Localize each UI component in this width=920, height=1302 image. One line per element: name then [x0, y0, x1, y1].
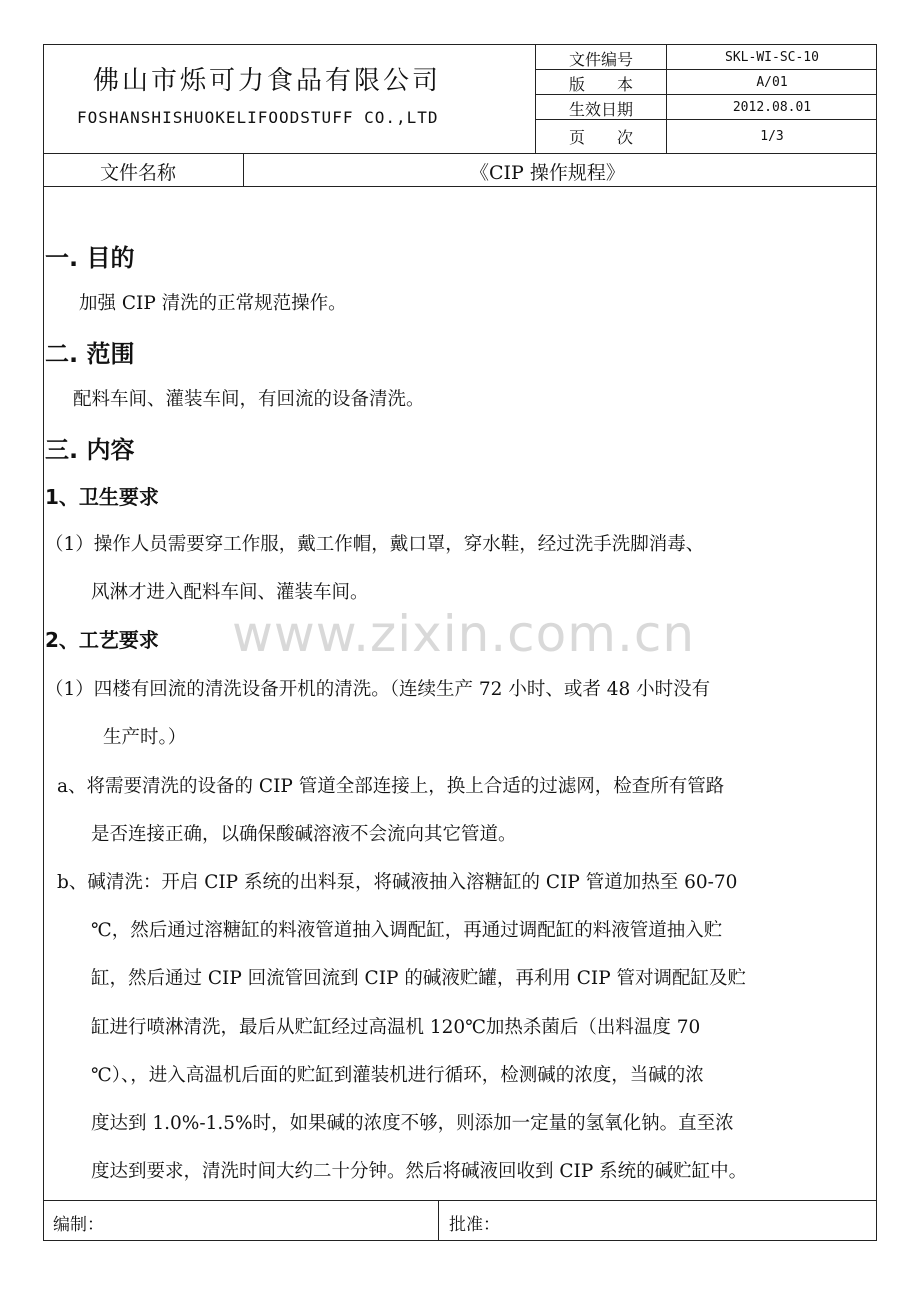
- company-name-en: FOSHANSHISHUOKELIFOODSTUFF CO.,LTD: [77, 108, 439, 127]
- item-b-line-4: 缸进行喷淋清洗，最后从贮缸经过高温机 120℃加热杀菌后（出料温度 70: [91, 1017, 701, 1038]
- item-a-line-1: a、将需要清洗的设备的 CIP 管道全部连接上，换上合适的过滤网，检查所有管路: [57, 776, 725, 797]
- meta-value-effective-date: 2012.08.01: [732, 100, 812, 115]
- meta-value-version: A/01: [756, 75, 788, 90]
- section-2-text: 配料车间、灌装车间，有回流的设备清洗。: [73, 389, 425, 410]
- approved-by-label: 批准：: [449, 1215, 500, 1235]
- item-a-line-2: 是否连接正确，以确保酸碱溶液不会流向其它管道。: [91, 824, 517, 845]
- meta-label-doc-number: 文件编号: [568, 50, 633, 69]
- watermark: www.zixin.com.cn: [232, 605, 696, 663]
- subsection-2-line-2: 生产时。）: [103, 727, 187, 748]
- item-b-line-5: ℃）、，进入高温机后面的贮缸到灌装机进行循环，检测碱的浓度，当碱的浓: [91, 1065, 704, 1086]
- doc-name-label: 文件名称: [100, 162, 177, 184]
- section-1-text: 加强 CIP 清洗的正常规范操作。: [79, 293, 347, 314]
- docname-divider: [243, 153, 244, 186]
- meta-value-page: 1/3: [760, 129, 784, 144]
- header-bottom-line: [43, 153, 877, 154]
- section-3-title: 三. 内容: [45, 436, 135, 464]
- subsection-1-title: 1、卫生要求: [45, 485, 159, 509]
- subsection-1-line-1: （1）操作人员需要穿工作服，戴工作帽，戴口罩，穿水鞋，经过洗手洗脚消毒、: [45, 534, 705, 555]
- item-b-line-3: 缸，然后通过 CIP 回流管回流到 CIP 的碱液贮罐，再利用 CIP 管对调配缸及贮: [91, 968, 747, 989]
- meta-label-version: 版 本: [568, 75, 633, 94]
- subsection-1-line-2: 风淋才进入配料车间、灌装车间。: [91, 582, 369, 603]
- item-b-line-1: b、碱清洗：开启 CIP 系统的出料泵，将碱液抽入溶糖缸的 CIP 管道加热至 60-70: [57, 872, 738, 893]
- item-b-line-6: 度达到 1.0%-1.5%时，如果碱的浓度不够，则添加一定量的氢氧化钠。直至浓: [91, 1113, 734, 1134]
- subsection-2-line-1: （1）四楼有回流的清洗设备开机的清洗。（连续生产 72 小时、或者 48 小时没有: [45, 679, 711, 700]
- meta-label-effective-date: 生效日期: [568, 100, 633, 119]
- prepared-by-label: 编制：: [53, 1215, 104, 1235]
- section-2-title: 二. 范围: [45, 340, 135, 368]
- section-1-title: 一. 目的: [45, 244, 135, 272]
- subsection-2-title: 2、工艺要求: [45, 628, 159, 652]
- company-name-cn: 佛山市烁可力食品有限公司: [93, 66, 442, 96]
- item-b-line-2: ℃，然后通过溶糖缸的料液管道抽入调配缸，再通过调配缸的料液管道抽入贮: [91, 920, 723, 941]
- doc-name-value: 《CIP 操作规程》: [470, 162, 625, 184]
- meta-label-page: 页 次: [568, 128, 633, 147]
- meta-value-doc-number: SKL-WI-SC-10: [725, 50, 819, 65]
- footer-divider: [438, 1200, 439, 1241]
- item-b-line-7: 度达到要求，清洗时间大约二十分钟。然后将碱液回收到 CIP 系统的碱贮缸中。: [91, 1161, 748, 1182]
- docname-bottom-line: [43, 186, 877, 187]
- footer-top-line: [43, 1200, 877, 1201]
